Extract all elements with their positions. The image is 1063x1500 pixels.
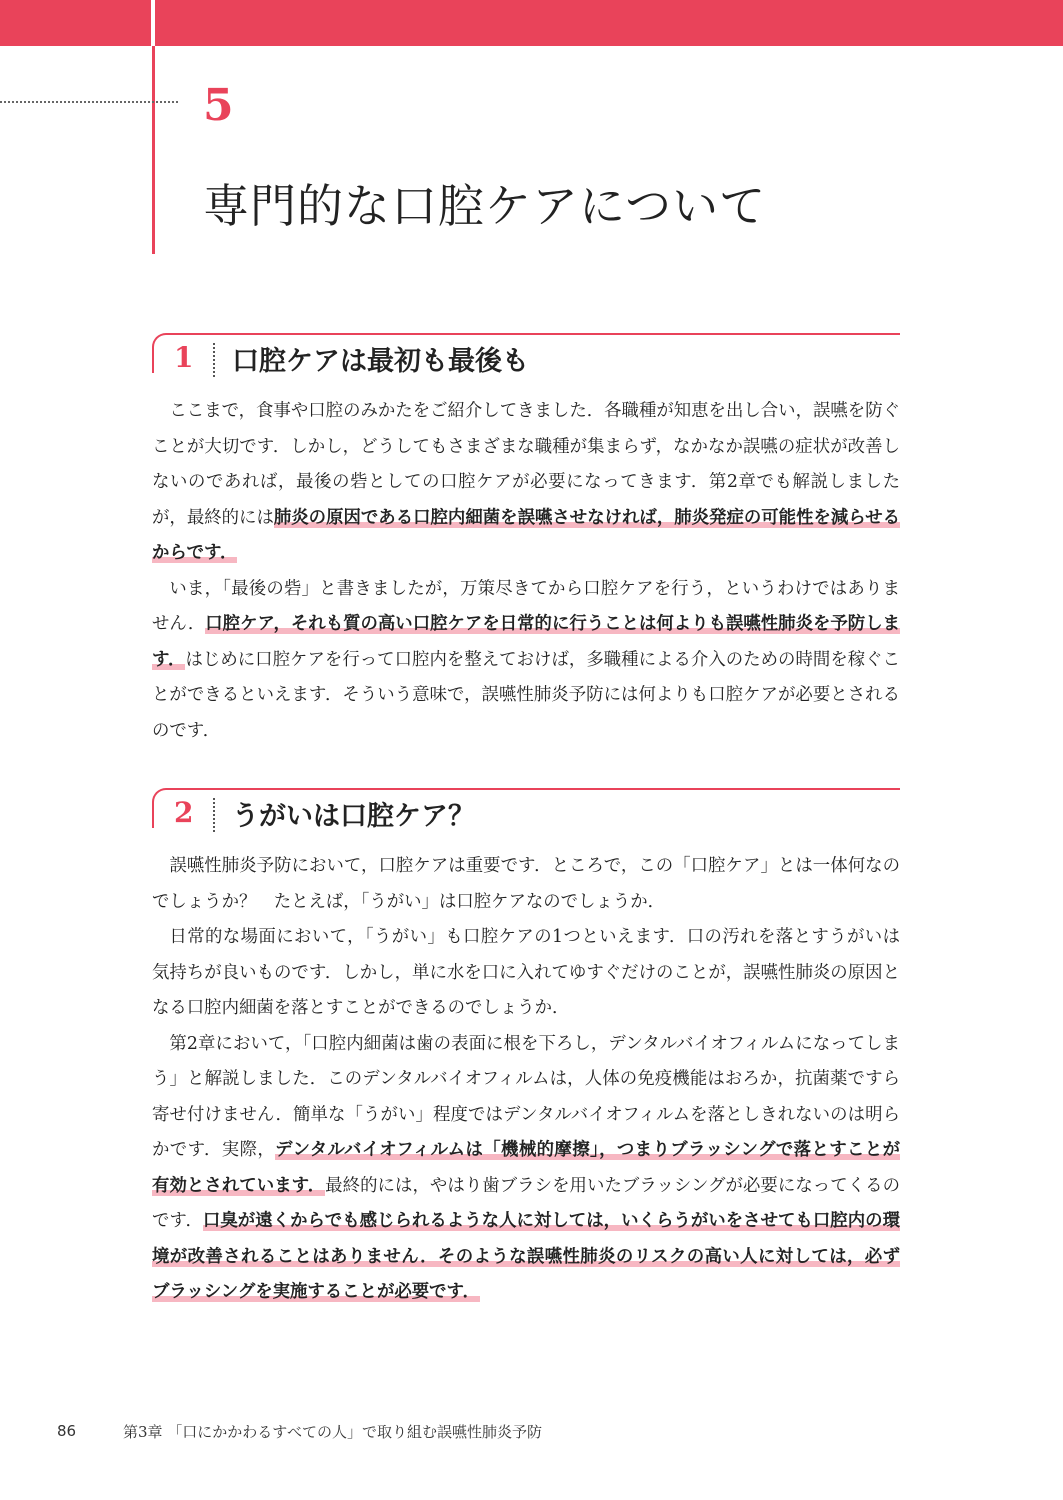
- section-title: うがいは口腔ケア？: [232, 801, 475, 832]
- paragraph-text: 日常的な場面において，「うがい」も口腔ケアの1つといえます．口の汚れを落とすうがいは気持ちが良いものです．しかし，単に水を口に入れてゆすぐだけのことが，誤嚥性肺炎の原因となる口腔内細菌を落とすことができるのでしょうか．: [152, 927, 900, 1018]
- paragraph: [152, 572, 900, 750]
- section-rule: [166, 788, 900, 790]
- running-footer: 第3章 「口にかかわるすべての人」で取り組む誤嚥性肺炎予防: [123, 1423, 543, 1441]
- paragraph-text: 最終的には，やはり歯ブラシを用いたブラッシングが必要になってくるのです．: [152, 1175, 901, 1231]
- section-dots-divider: [213, 798, 215, 832]
- section-number: 2: [174, 796, 194, 829]
- section-header-1: [152, 333, 900, 377]
- highlighted-text: 口臭が遠くからでも感じられるような人に対しては，いくらうがいをさせても口腔内の環境が改善されることはありません．そのような誤嚥性肺炎のリスクの高い人に対しては，必ずブラッシングを実施することが必要です．: [152, 1211, 900, 1302]
- section-body-1: [152, 394, 900, 749]
- top-band-gap: [151, 0, 155, 46]
- section-dots-divider: [213, 343, 215, 377]
- highlighted-text: デンタルバイオフィルムは「機械的摩擦」，つまりブラッシングで落とすことが有効とされています．: [152, 1140, 901, 1196]
- highlighted-text: 口腔ケア，それも質の高い口腔ケアを日常的に行うことは何よりも誤嚥性肺炎を予防します．: [152, 614, 900, 670]
- paragraph-text: はじめに口腔ケアを行って口腔内を整えておけば，多職種による介入のための時間を稼ぐことができるといえます．そういう意味で，誤嚥性肺炎予防には何よりも口腔ケアが必要とされるのです．: [152, 649, 900, 741]
- paragraph-text: ここまで，食事や口腔のみかたをご紹介してきました．各職種が知恵を出し合い，誤嚥を防ぐことが大切です．しかし，どうしてもさまざまな職種が集まらず，なかなか誤嚥の症状が改善しないのであれば，最後の砦としての口腔ケアが必要になってきます．第2章でも解説しましたが，最終的には: [152, 401, 900, 528]
- highlighted-text: 肺炎の原因である口腔内細菌を誤嚥させなければ，肺炎発症の可能性を減らせるからです．: [152, 507, 900, 563]
- section-title: 口腔ケアは最初も最後も: [232, 346, 529, 377]
- section-rule: [166, 333, 900, 335]
- paragraph: [152, 920, 900, 1027]
- chapter-number: 5: [203, 80, 234, 131]
- top-color-band: [0, 0, 1063, 46]
- page-number: 86: [57, 1422, 77, 1440]
- section-number: 1: [174, 341, 194, 374]
- section-bracket: [152, 333, 166, 373]
- paragraph: [152, 1027, 900, 1311]
- section-body-2: [152, 849, 900, 1311]
- section-bracket: [152, 788, 166, 828]
- section-header-2: [152, 788, 900, 832]
- paragraph: [152, 849, 900, 920]
- chapter-vertical-rule: [152, 46, 155, 254]
- paragraph-text: いま，「最後の砦」と書きましたが，万策尽きてから口腔ケアを行う，というわけではありません．: [152, 578, 900, 634]
- chapter-dotted-rule: [0, 101, 178, 103]
- paragraph-text: 誤嚥性肺炎予防において，口腔ケアは重要です．ところで，この「口腔ケア」とは一体何なのでしょうか？ たとえば，「うがい」は口腔ケアなのでしょうか．: [152, 856, 900, 912]
- paragraph-text: 第2章において，「口腔内細菌は歯の表面に根を下ろし，デンタルバイオフィルムになってしまう」と解説しました．このデンタルバイオフィルムは，人体の免疫機能はおろか，抗菌薬ですら寄せ付けません．簡単な「うがい」程度ではデンタルバイオフィルムを落としきれないのは明らかです．実際，: [152, 1033, 900, 1160]
- chapter-title: 専門的な口腔ケアについて: [203, 179, 767, 233]
- paragraph: [152, 394, 900, 572]
